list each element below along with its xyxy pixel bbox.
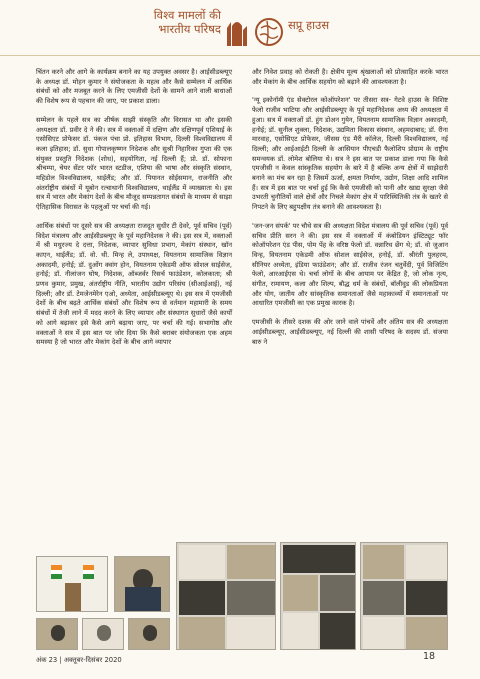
right-column xyxy=(252,68,448,356)
header-right-title: सप्रू हाउस xyxy=(288,18,330,32)
header-title-line2: भारतीय परिषद xyxy=(158,22,221,36)
right-paragraph-2: 'न्यू इकोनॉमी एंड सेक्टोरल कोऑपरेशन' पर तीसरा सत्र- गेटवे हाउस के विशिष्ट फेलो राजीव भाटिया और आईसीडब्ल्यूए के पूर्व महानिदेशक अध्य की अध्यक्षता में हुआ। सत्र में वक्ताओं डॉ. हुंग डोअन गुयेन, वियतनाम सामाजिक विज्ञान अकादमी, हनोई; डॉ. सुनील शुक्ला, निदेशक, उद्यमिता विकास संस्थान, अहमदाबाद; डॉ. रीना मारवाह, एसोसिएट प्रोफेसर, जीसस एंड मैरी कॉलेज, दिल्ली विश्वविद्यालय, नई दिल्ली; और आईआईटी दिल्ली के आसियान पीएचडी फैलोशिप प्रोग्राम के राष्ट्रीय समन्वयक डॉ. लोमेश बोलिया थे। सत्र ने इस बात पर प्रकाश डाला गया कि कैसे एमजीसी न केवल सांस्कृतिक सहयोग के बारे में है बल्कि अन्य क्षेत्रों में साझेदारी बनाने का मंच बन रहा है जिसमें ऊर्जा, क्षमता निर्माण, उद्योग, शिक्षा आदि शामिल हैं। सत्र में इस बात पर चर्चा हुई कि कैसे एमजीसी को पानी और खाद्य सुरक्षा जैसे उभरती चुनौतियों वाले क्षेत्रों और निचले मेकांग क्षेत्र में पारिस्थितिकी तंत्र के खतरे से निपटने के लिए बहुपक्षीय तंत्र बनाने की आवश्यकता है। xyxy=(252,96,448,212)
left-paragraph-3: आर्थिक संबंधों पर दूसरे सत्र की अध्यक्षता राजदूत सुधीर टी देवरे, पूर्व सचिव (पूर्व) विदेश मंत्रालय और आईसीडब्ल्यूए के पूर्व महानिदेशक ने की। इस सत्र में, वक्ताओं में श्री मधुरज्य दे दत्ता, निदेशक, व्यापार सुविधा प्रभाग, मेकांग संस्थान, खॉन काएन, थाईलैंड; डॉ. वो. थी. मिन्ह ले, उपाध्यक्ष, वियतनाम सामाजिक विज्ञान अकादमी, हनोई; डॉ. दुओंग क्वांग होन, वियतनाम एकेडमी ऑफ सोशल साईसेज, हनोई; डॉ. नीलांजन घोष, निदेशक, ऑब्जर्वर रिसर्च फाउंडेशन, कोलकाता; श्री प्रणव कुमार, प्रमुख, अंतर्राष्ट्रीय नीति, भारतीय उद्योग परिसंघ (सीआईआई), नई दिल्ली; और डॉ. टेमजेनमेरेन एओ, अध्येता, आईसीडब्ल्यूए थे। इस सत्र में एमजीसी देशों के बीच बढ़ते आर्थिक संबंधों और विशेष रूप से वर्तमान महामारी के समय संबंधों में तेजी लाने में मदद करने के लिए व्यापार और संस्थागत सुधारों जैसे कार्यों को आगे बढ़ाकर इसे कैसे आगे बढ़ाया जाए, पर चर्चा की गई। सभागोष्ठ और वक्ताओं ने सत्र में इस बात पर जोर दिया कि कैसे बराबर संयोजकता एक अहम समस्या है जो भारत और मेकांग देशों के बीच आगे व्यापार xyxy=(36,221,232,347)
right-paragraph-4: एमजीसी के तीसरे दशक की ओर जाने वाले पांचवें और अंतिम सत्र की अध्यक्षता आईसीडब्ल्यूए, आईसीडब्ल्यूए, नई दिल्ली की शासी परिषद के सदस्य डॉ. संजया बारु ने xyxy=(252,318,448,346)
issue-info: अंक 23 | अक्तूबर-दिसंबर 2020 xyxy=(36,656,122,664)
podium xyxy=(65,583,81,611)
page-header xyxy=(0,0,480,60)
photo-participant-3 xyxy=(128,618,170,650)
header-divider xyxy=(0,55,480,56)
left-column xyxy=(36,68,232,357)
left-paragraph-1: चिंतन करने और आगे के कार्यक्रम बनाने का यह उपयुक्त अवसर है। आईसीडब्ल्यूए के अध्यक्ष डॉ. मोहन कुमार ने संयोजकता के महत्व और कैसे सम्मेलन में आर्थिक संबंधों को और मजबूत करने के लिए एमजीसी देशों के सामने आने वाली बाधाओं की विशेष रूप से पहचान की जाए, पर प्रकाश डाला। xyxy=(36,68,232,106)
photo-participant-1 xyxy=(36,618,78,650)
left-paragraph-2: सम्मेलन के पहले सत्र का शीर्षक साझी संस्कृति और विरासत था और इसकी अध्यक्षता डॉ. प्रवीर दे ने की। सत्र में वक्ताओं में दक्षिण और दक्षिणपूर्व एशियाई के एसोसिएट प्रोफेसर डॉ. पंकज पंचा प्रो. इतिहास विभाग, दिल्ली विश्वविद्यालय में कला इतिहास; डॉ. सुधा गोपालकृष्णन निदेशक और सुश्री निहारिका गुप्ता की एक संयुक्त प्रस्तुति निदेशक (शोध), सहयोगिता, नई दिल्ली हैं; प्रो. डॉ. सोफाना श्रीचम्पा, चेयर सेंटर फॉर भारत स्टडीज, एशिया की भाषा और संस्कृति संस्थान, महिडोल विश्वविद्यालय, थाईलैंड; और डॉ. पियानत सोईसमान, राजनीति और अंतर्राष्ट्रीय संबंधों में यूबोन रत्चाथानी विश्वविद्यालय, थाईलैंड में व्याख्याता थे। इस सत्र में भारत और मेकांग देशों के बीच मौजूद सम्पन्नतागत संबंधों के माध्यम से साझा ऐतिहासिक विरासत के पहलुओं पर चर्चा की गई। xyxy=(36,115,232,212)
india-flag-icon xyxy=(83,565,94,579)
photo-participant-2 xyxy=(82,618,124,650)
page-number: 18 xyxy=(423,651,436,662)
right-paragraph-1: और निवेश प्रवाह को रोकती है। क्षेत्रीय मूल्य श्रृंखलाओं को प्रोत्साहित करके भारत और मेकांग के बीच आर्थिक सहयोग को बढ़ाने की आवश्यकता है। xyxy=(252,68,448,86)
india-flag-icon xyxy=(51,565,62,579)
photo-video-conference-grid-3 xyxy=(360,542,448,650)
photo-video-conference-grid-1 xyxy=(176,542,276,650)
photo-flags-podium xyxy=(36,556,108,612)
header-title xyxy=(145,8,221,36)
photo-strip xyxy=(36,542,448,650)
photo-speaker-video xyxy=(114,556,170,612)
photo-video-conference-grid-2 xyxy=(280,542,356,650)
right-paragraph-3: 'जन-जन संपर्क' पर चौथे सत्र की अध्यक्षता विदेश मंत्रालय की पूर्व सचिव (पूर्व) पूर्व सचिव प्रीति सरन ने की। इस सत्र में वक्ताओं में कंबोडियन इंस्टिट्यूट फॉर कोऑपरेशन एंड पीस, पोम पेंह के वरिष्ठ फेलो डॉ. वन्नारिथ छेंग थे; डॉ. वो जुआन विन्ह, वियतनाम एकेडमी ऑफ सोशल साईसेज, हनोई, डॉ. श्रीरंती पुलहरम, सीनियर अध्येता, इंडिया फाउंडेशन; और डॉ. राजीव रंजन चतुर्वेदी, पूर्व विजिटिंग फेलो, आरआईएस थे। चर्चा लोगों के बीच आयाम पर केंद्रित है, जो लोक नृत्य, संगीत, रामायण, कला और शिल्प, बौद्ध धर्म के संबंधों, बॉलीवुड की लोकप्रियता और योग, जातीय और सांस्कृतिक समानताओं जैसे महाकाव्यों में समानताओं पर आधारित एमजीसी का एक प्रमुख कारक है। xyxy=(252,221,448,308)
header-title-line1: विश्व मामलों की xyxy=(153,8,221,22)
sapru-house-logo-icon xyxy=(225,16,285,48)
